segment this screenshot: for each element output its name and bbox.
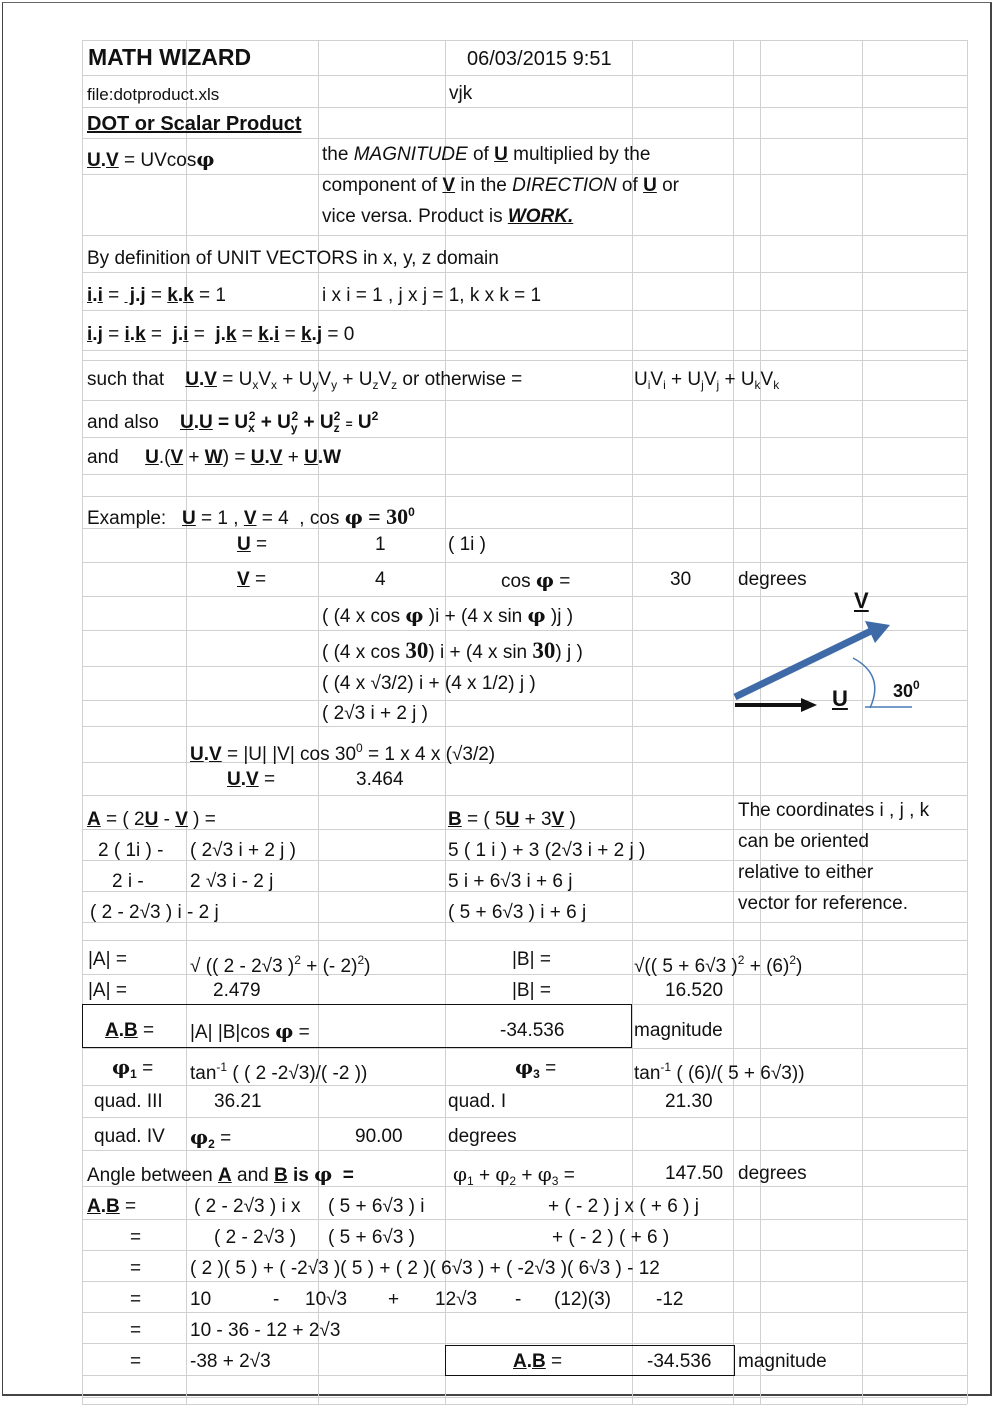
- v-vector: V: [106, 150, 119, 171]
- note-line-3: relative to either: [738, 862, 874, 883]
- v-label: V =: [237, 569, 267, 590]
- expansion-row3-eq: =: [130, 1258, 142, 1279]
- expansion-row1-c2: ( 5 + 6√3 ) i: [328, 1196, 425, 1217]
- expansion-row4-c1: 10: [190, 1289, 212, 1310]
- quad-i-label: quad. I: [448, 1091, 507, 1112]
- expansion-row4-c2: -: [273, 1289, 280, 1310]
- u-vector-form: ( 1i ): [448, 534, 486, 555]
- datetime: 06/03/2015 9:51: [467, 48, 612, 70]
- angle-between-label: Angle between A and B is φ =: [87, 1162, 354, 1186]
- u-vector: U: [87, 150, 101, 171]
- ab-label: A.B =: [105, 1020, 155, 1041]
- v-value: 4: [375, 569, 386, 590]
- orthogonal-identity: i.j = i.k = j.i = j.k = k.i = k.j = 0: [87, 324, 355, 345]
- phi-sum-value: 147.50: [665, 1163, 724, 1184]
- expansion-row4-c7: (12)(3): [554, 1289, 612, 1310]
- description-line-1: the MAGNITUDE of U multiplied by the: [322, 144, 651, 165]
- expansion-row6-c1: -38 + 2√3: [190, 1351, 271, 1372]
- phi3-label: $\varphi_3$ =: [515, 1055, 557, 1081]
- expansion-row1-c3: + ( - 2 ) j x ( + 6 ) j: [548, 1196, 699, 1217]
- distributive-line: and U.(V + W) = U.V + U.W: [87, 447, 342, 468]
- angle-unit: degrees: [738, 569, 807, 590]
- phi-sum-unit: degrees: [738, 1163, 807, 1184]
- u-arrowhead: [801, 698, 817, 712]
- angle-arc: [853, 658, 875, 708]
- final-ab-value: -34.536: [647, 1351, 712, 1372]
- expansion-row3-c1: ( 2 )( 5 ) + ( -2√3 )( 5 ) + ( 2 )( 6√3 ) + ( -2√3 )( 6√3 ) - 12: [190, 1258, 660, 1279]
- expansion-row2-c3: + ( - 2 ) ( + 6 ): [552, 1227, 670, 1248]
- phi1-formula: $\tan^{-1}$ ( ( 2 -2√3)/( -2 )): [190, 1060, 368, 1084]
- unit-vectors-intro: By definition of UNIT VECTORS in x, y, z domain: [87, 248, 499, 269]
- phi1-label: $\varphi_1$ =: [112, 1055, 154, 1081]
- b-magnitude-label-2: |B| =: [512, 980, 551, 1001]
- phi2-label: $\varphi_2$ =: [190, 1125, 232, 1151]
- b-row2: 5 i + 6√3 i + 6 j: [448, 871, 573, 892]
- phi-symbol: φ: [196, 147, 215, 171]
- v-diagram-label: V: [854, 588, 869, 613]
- phi1-value: 36.21: [214, 1091, 262, 1112]
- a-magnitude-label: |A| =: [88, 949, 127, 970]
- expansion-row4-c3: 10√3: [305, 1289, 348, 1310]
- expansion-row2-c2: ( 5 + 6√3 ): [328, 1227, 415, 1248]
- section-title: DOT or Scalar Product: [87, 113, 302, 135]
- phi2-value: 90.00: [355, 1126, 403, 1147]
- b-row3: ( 5 + 6√3 ) i + 6 j: [448, 902, 587, 923]
- a-magnitude-formula: √ (( 2 - 2√3 )$^2$ + (- 2)$^2$): [190, 953, 371, 977]
- uv-formula: U.V = |U| |V| $\cos 30^0 = 1$ x 4 x (√3/2): [190, 741, 496, 765]
- phi3-formula: $\tan^{-1}$ ( (6)/( 5 + 6√3)): [634, 1060, 805, 1084]
- note-line-1: The coordinates i , j , k: [738, 800, 930, 821]
- vector-diagram: [725, 585, 925, 725]
- expansion-row2-eq: =: [130, 1227, 142, 1248]
- expansion-row5-c1: 10 - 36 - 12 + 2√3: [190, 1320, 341, 1341]
- expansion-row4-eq: =: [130, 1289, 142, 1310]
- angle-value: 30: [670, 569, 692, 590]
- app-title: MATH WIZARD: [88, 44, 252, 70]
- a-row3: ( 2 - 2√3 ) i - 2 j: [90, 902, 219, 923]
- such-that-line: such that $U.V = U_xV_x + U_yV_y + U_zV_z$ or otherwise =: [87, 369, 523, 392]
- description-line-2: component of V in the DIRECTION of U or: [322, 175, 679, 196]
- phi-sum-formula: $\varphi_1 + \varphi_2 + \varphi_3$ =: [453, 1162, 575, 1188]
- angle-diagram-label: $30^0$: [893, 678, 920, 701]
- a-definition: A = ( 2U - V ) =: [87, 809, 216, 830]
- author: vjk: [449, 83, 473, 104]
- a-magnitude-label-2: |A| =: [88, 980, 127, 1001]
- b-magnitude-label: |B| =: [512, 949, 551, 970]
- quad-iv-label: quad. IV: [94, 1126, 165, 1147]
- ab-unit: magnitude: [634, 1020, 723, 1041]
- v-step-1: ( (4 x cos φ )i + (4 x sin φ )j ): [322, 603, 574, 627]
- v-step-3: ( (4 x √3/2) i + (4 x 1/2) j ): [322, 673, 536, 694]
- b-definition: B = ( 5U + 3V ): [448, 809, 576, 830]
- v-vector-arrow: [735, 630, 873, 697]
- u-label: U =: [237, 534, 268, 555]
- phi3-value: 21.30: [665, 1091, 713, 1112]
- u-diagram-label: U: [832, 686, 848, 711]
- a-magnitude-value: 2.479: [213, 980, 261, 1001]
- uv-result-value: 3.464: [356, 769, 404, 790]
- note-line-4: vector for reference.: [738, 893, 909, 914]
- expansion-row4-c6: -: [515, 1289, 522, 1310]
- final-ab-unit: magnitude: [738, 1351, 827, 1372]
- component-form: $U_iV_i + U_jV_j + U_kV_k$: [634, 369, 780, 392]
- expansion-row5-eq: =: [130, 1320, 142, 1341]
- a-row1-c2: ( 2√3 i + 2 j ): [190, 840, 296, 861]
- description-line-3: vice versa. Product is WORK.: [322, 206, 574, 227]
- final-ab-label: A.B =: [513, 1351, 563, 1372]
- formula: = UVcos: [118, 150, 197, 171]
- a-row2-c2: 2 √3 i - 2 j: [190, 871, 274, 892]
- self-dot-identity: i.i = j.j = k.k = 1: [87, 285, 226, 306]
- v-step-4: ( 2√3 i + 2 j ): [322, 703, 428, 724]
- quad-iii-label: quad. III: [94, 1091, 163, 1112]
- expansion-row2-c1: ( 2 - 2√3 ): [214, 1227, 297, 1248]
- b-magnitude-formula: √(( 5 + 6√3 )$^2 + (6)^2$): [634, 953, 803, 977]
- note-line-2: can be oriented: [738, 831, 869, 852]
- b-magnitude-value: 16.520: [665, 980, 724, 1001]
- dot: .: [100, 150, 107, 171]
- uv-result-label: U.V =: [227, 769, 276, 790]
- expansion-row4-c5: 12√3: [435, 1289, 478, 1310]
- dot-product-definition: [87, 148, 214, 172]
- a-row1-c1: 2 ( 1i ) -: [98, 840, 164, 861]
- phi2-unit: degrees: [448, 1126, 517, 1147]
- v-step-2: ( (4 x cos 30) i + (4 x sin 30) j ): [322, 638, 583, 663]
- ab-value: -34.536: [500, 1020, 565, 1041]
- and-also-line: and also $U.U = U_x^2 + U_y^2 + U_z^2 = U^2$: [87, 409, 379, 435]
- expansion-row6-eq: =: [130, 1351, 142, 1372]
- expansion-row4-c4: +: [388, 1289, 400, 1310]
- example-line: Example: U = 1 , V = 4 , $\cos \varphi = 30^0$: [87, 504, 415, 529]
- cos-phi-label: cos φ =: [501, 568, 571, 592]
- u-value: 1: [375, 534, 386, 555]
- file-name: file:dotproduct.xls: [87, 85, 220, 104]
- expansion-label: A.B =: [87, 1196, 137, 1217]
- b-row1: 5 ( 1 i ) + 3 (2√3 i + 2 j ): [448, 840, 646, 861]
- expansion-row4-c8: -12: [656, 1289, 684, 1310]
- cross-identity: i x i = 1 , j x j = 1, k x k = 1: [322, 285, 542, 306]
- expansion-row1-c1: ( 2 - 2√3 ) i x: [194, 1196, 301, 1217]
- ab-formula: |A| |B|cos φ =: [190, 1019, 310, 1043]
- a-row2-c1: 2 i -: [112, 871, 144, 892]
